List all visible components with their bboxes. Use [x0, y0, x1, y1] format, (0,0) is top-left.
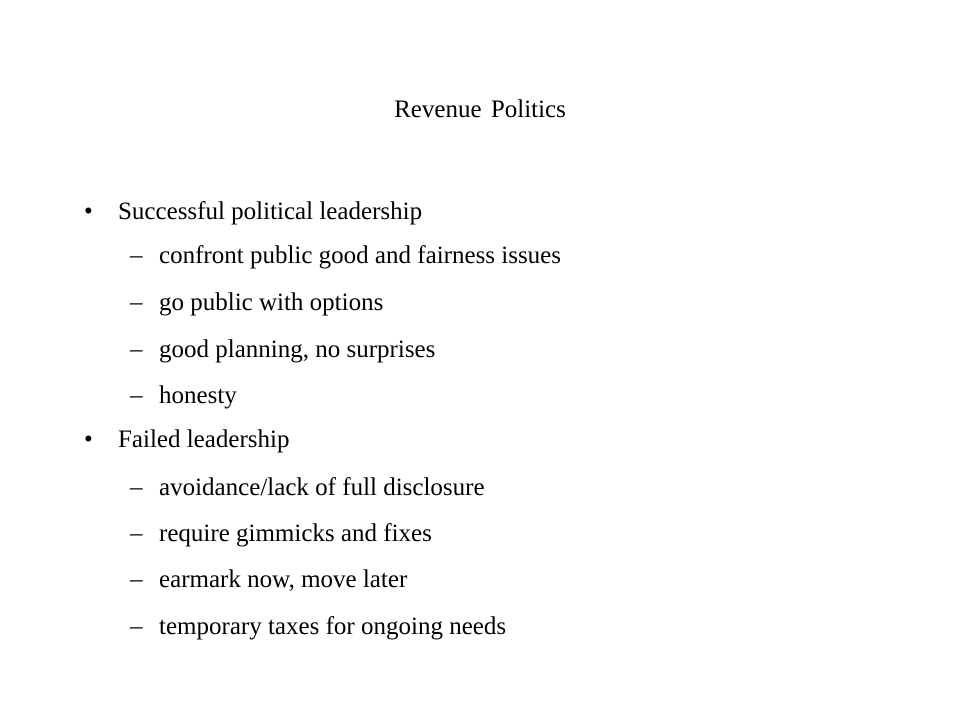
- sub-bullet-text: avoidance/lack of full disclosure: [159, 474, 485, 501]
- dash-marker: –: [130, 289, 143, 316]
- dash-marker: –: [130, 336, 143, 363]
- dash-marker: –: [130, 242, 143, 269]
- sub-bullet-text: honesty: [159, 382, 237, 409]
- dash-marker: –: [130, 566, 143, 593]
- bullet-marker: •: [84, 426, 93, 453]
- sub-bullet-text: require gimmicks and fixes: [159, 520, 432, 547]
- sub-bullet-text: temporary taxes for ongoing needs: [159, 613, 507, 640]
- bullet-text: Failed leadership: [118, 426, 290, 453]
- sub-bullet-text: confront public good and fairness issues: [159, 242, 562, 269]
- sub-bullet-text: good planning, no surprises: [159, 336, 436, 363]
- dash-marker: –: [130, 613, 143, 640]
- sub-bullet-text: go public with options: [159, 289, 384, 316]
- sub-bullet-text: earmark now, move later: [159, 566, 408, 593]
- bullet-text: Successful political leadership: [118, 198, 423, 225]
- bullet-marker: •: [84, 198, 93, 225]
- slide-title: Revenue Politics: [394, 96, 566, 123]
- dash-marker: –: [130, 474, 143, 501]
- dash-marker: –: [130, 382, 143, 409]
- dash-marker: –: [130, 520, 143, 547]
